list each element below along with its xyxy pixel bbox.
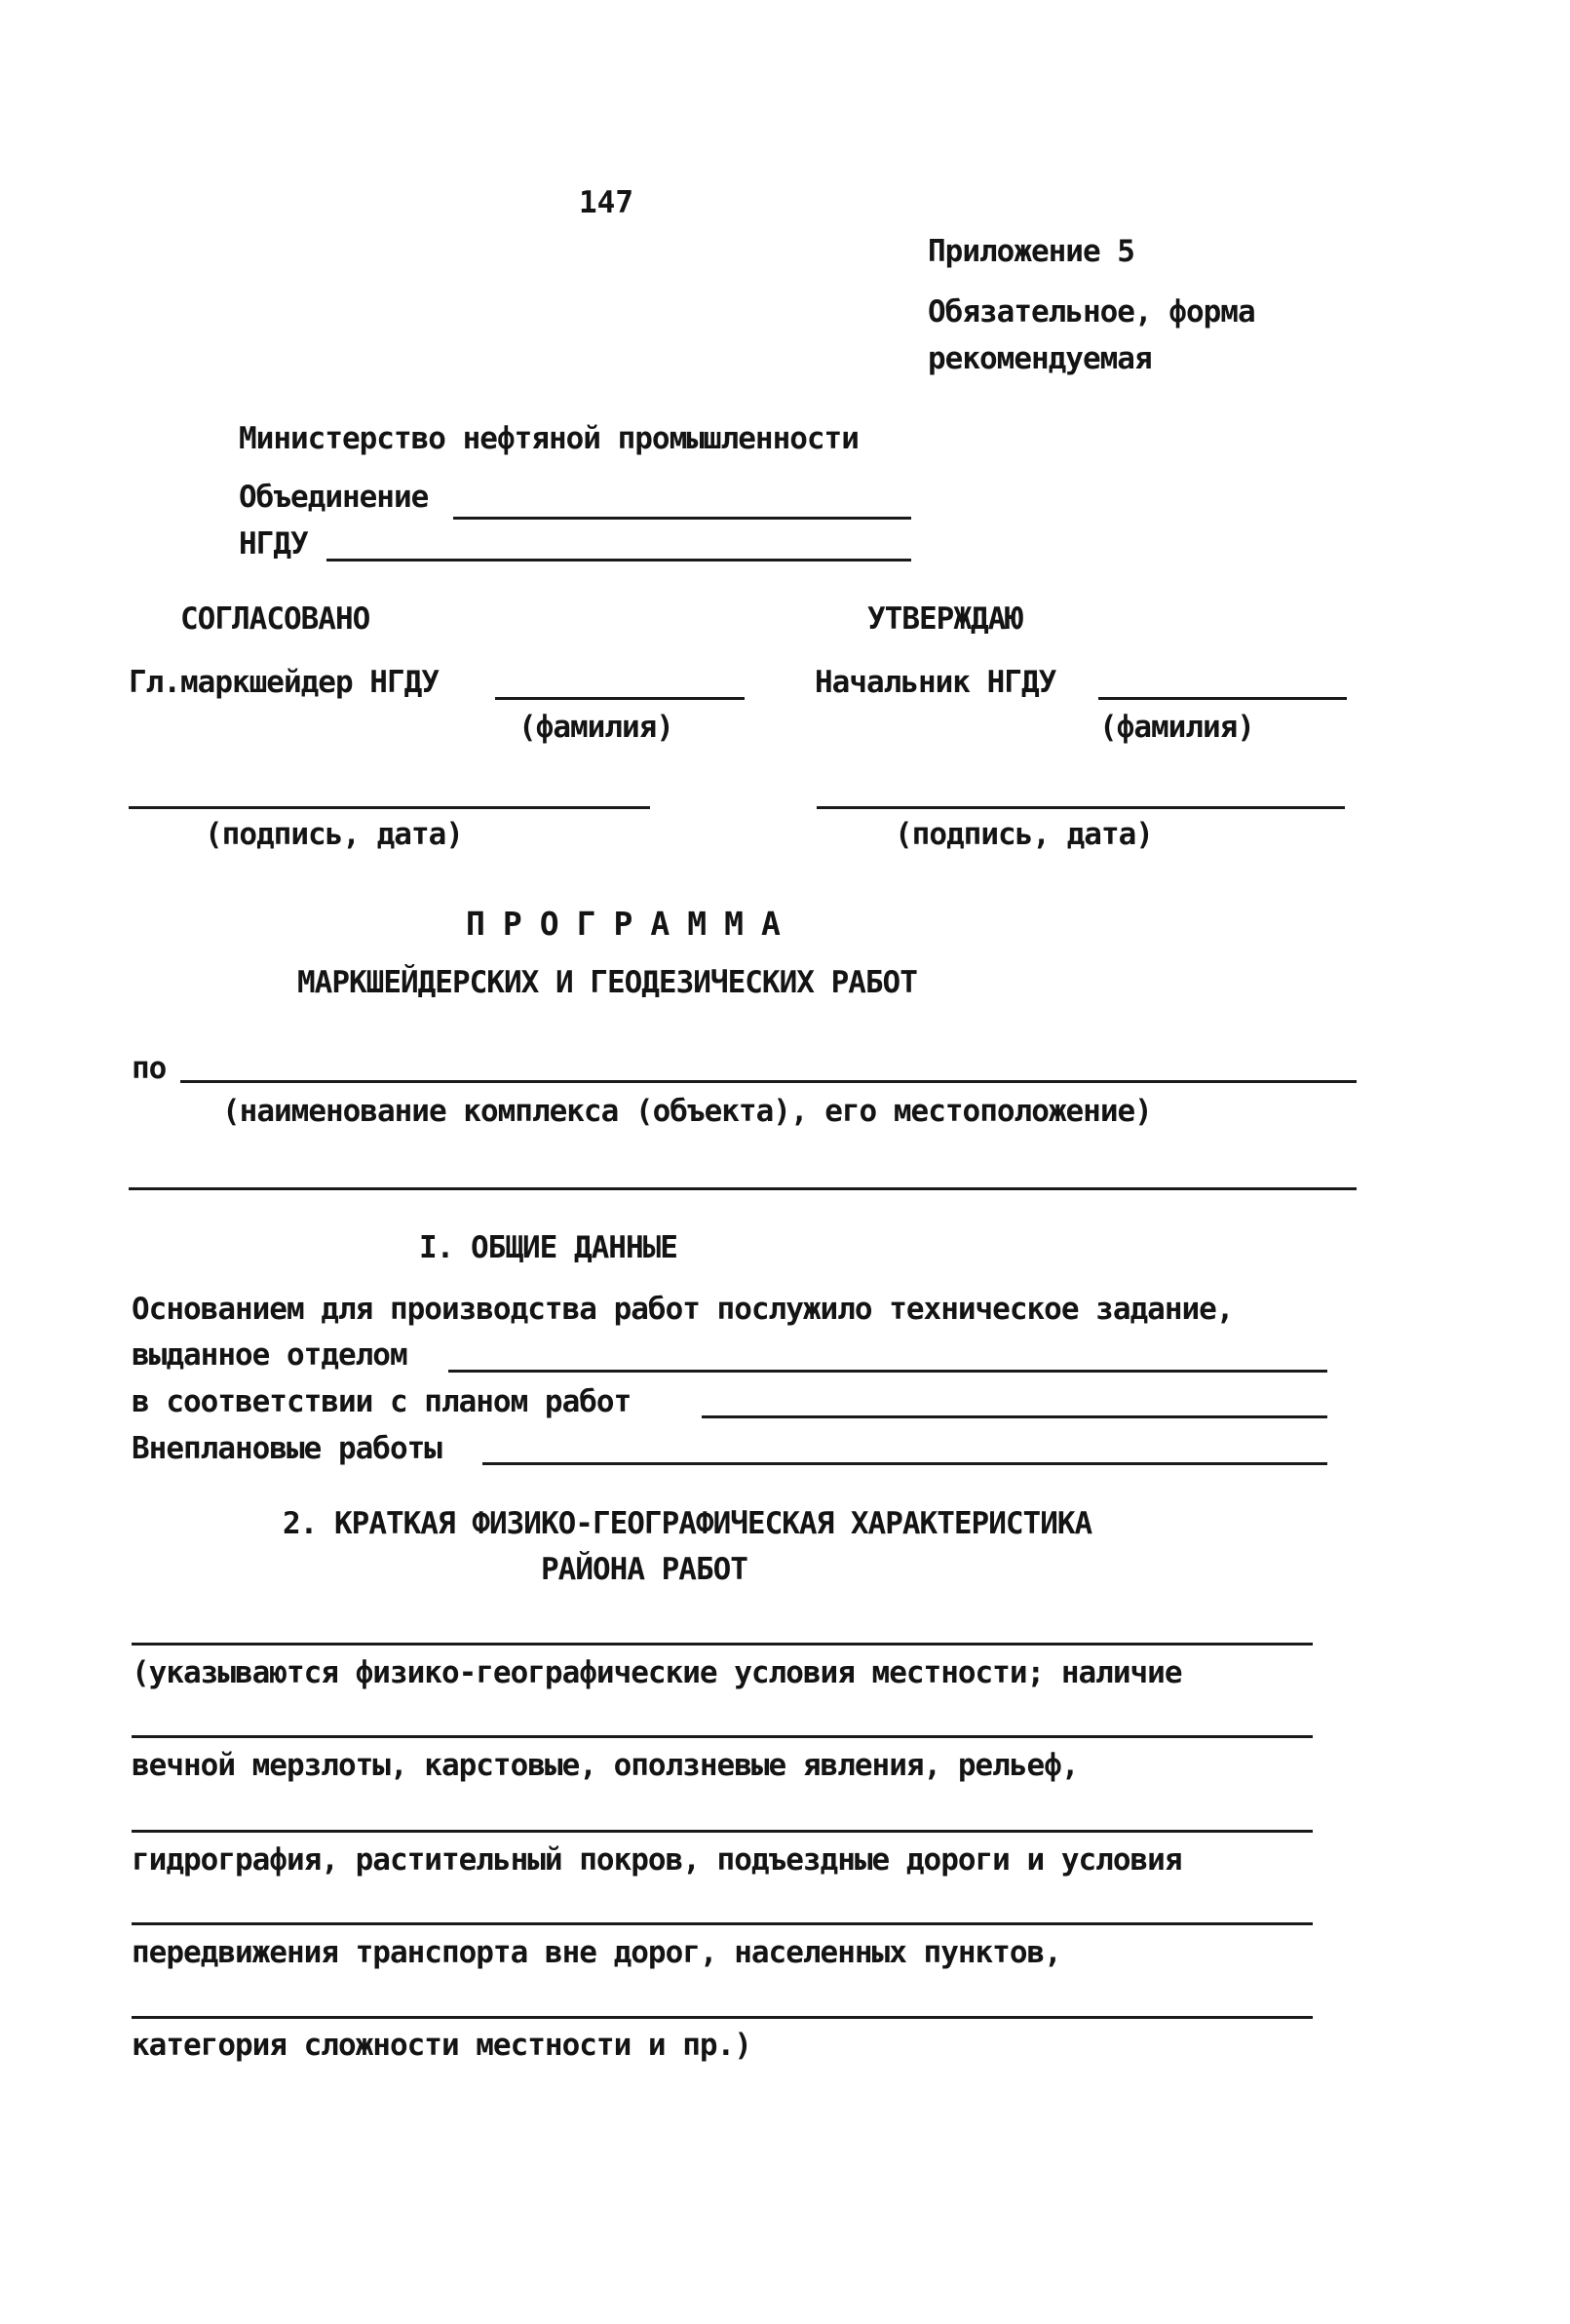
appendix-note-line2: рекомендуемая <box>928 341 1152 376</box>
agreed-surname-line[interactable] <box>495 697 745 700</box>
section2-instruction-3: гидрография, растительный покров, подъездные дороги и условия <box>132 1842 1182 1878</box>
agreed-signature-caption: (подпись, дата) <box>205 817 463 852</box>
ngdu-label: НГДУ <box>239 526 308 562</box>
program-object-caption: (наименование комплекса (объекта), его местоположение) <box>222 1094 1152 1129</box>
section1-basis-text: Основанием для производства работ послужило техническое задание, <box>132 1292 1234 1327</box>
approved-title: УТВЕРЖДАЮ <box>867 601 1022 637</box>
agreed-title: СОГЛАСОВАНО <box>180 601 370 637</box>
association-label: Объединение <box>239 480 429 515</box>
appendix-note-line1: Обязательное, форма <box>928 294 1255 329</box>
section1-unplanned-label: Внеплановые работы <box>132 1431 441 1466</box>
approved-signature-line[interactable] <box>817 806 1345 809</box>
agreed-surname-caption: (фамилия) <box>518 710 673 745</box>
section2-heading-line1: 2. КРАТКАЯ ФИЗИКО-ГЕОГРАФИЧЕСКАЯ ХАРАКТЕРИСТИКА <box>283 1506 1092 1541</box>
section1-plan-label: в соответствии с планом работ <box>132 1384 632 1419</box>
program-object-line[interactable] <box>180 1080 1357 1083</box>
ministry-name: Министерство нефтяной промышленности <box>239 421 859 456</box>
ngdu-field-line[interactable] <box>326 559 911 562</box>
section2-line-5[interactable] <box>132 2016 1313 2019</box>
agreed-signature-line[interactable] <box>129 806 650 809</box>
program-subtitle: МАРКШЕЙДЕРСКИХ И ГЕОДЕЗИЧЕСКИХ РАБОТ <box>297 965 917 1000</box>
section1-issued-line[interactable] <box>448 1370 1327 1373</box>
section2-instruction-1: (указываются физико-географические условия местности; наличие <box>132 1655 1182 1690</box>
association-field-line[interactable] <box>453 517 911 520</box>
section2-instruction-4: передвижения транспорта вне дорог, населенных пунктов, <box>132 1935 1061 1970</box>
section1-heading: I. ОБЩИЕ ДАННЫЕ <box>419 1230 677 1265</box>
approved-position: Начальник НГДУ <box>815 665 1056 700</box>
section2-line-2[interactable] <box>132 1735 1313 1738</box>
section1-issued-label: выданное отделом <box>132 1337 407 1373</box>
approved-surname-caption: (фамилия) <box>1099 710 1254 745</box>
section2-instruction-2: вечной мерзлоты, карстовые, оползневые явления, рельеф, <box>132 1748 1079 1783</box>
program-by-label: по <box>132 1051 167 1086</box>
program-object-line-2[interactable] <box>129 1187 1357 1190</box>
approved-signature-caption: (подпись, дата) <box>895 817 1153 852</box>
appendix-title: Приложение 5 <box>928 234 1134 269</box>
approved-surname-line[interactable] <box>1098 697 1347 700</box>
agreed-position: Гл.маркшейдер НГДУ <box>129 665 439 700</box>
section2-heading-line2: РАЙОНА РАБОТ <box>541 1552 747 1587</box>
page-number: 147 <box>579 185 633 220</box>
section2-line-3[interactable] <box>132 1830 1313 1833</box>
section2-line-4[interactable] <box>132 1922 1313 1925</box>
program-title: ПРОГРАММА <box>466 905 798 943</box>
section2-line-1[interactable] <box>132 1643 1313 1646</box>
section2-instruction-5: категория сложности местности и пр.) <box>132 2028 751 2063</box>
section1-plan-line[interactable] <box>702 1415 1327 1418</box>
section1-unplanned-line[interactable] <box>482 1462 1327 1465</box>
